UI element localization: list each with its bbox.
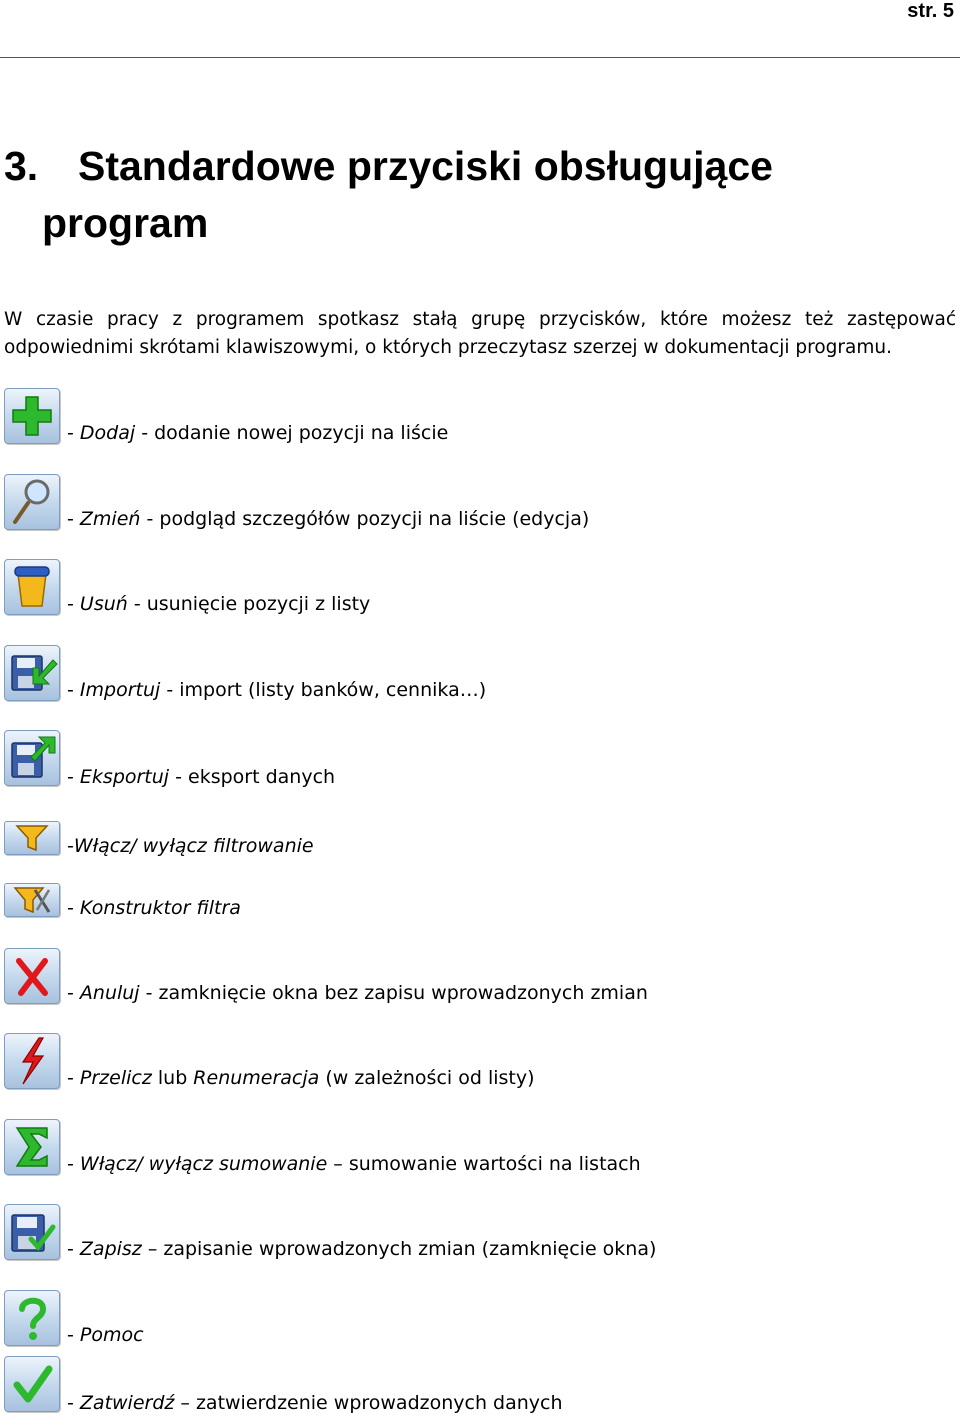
entry-text: -Włącz/ wyłącz filtrowanie <box>67 835 314 857</box>
entry-text: - Usuń - usunięcie pozycji z listy <box>67 593 371 615</box>
check-mark-icon <box>5 1357 59 1411</box>
lightning-icon <box>5 1034 59 1088</box>
save-disk-icon <box>5 1205 59 1259</box>
entry-name: Dodaj <box>79 422 136 444</box>
entry-text: - Przelicz lub Renumeracja (w zależności od listy) <box>67 1067 535 1089</box>
export-disk-icon <box>5 731 59 785</box>
heading-line-1: Standardowe przyciski obsługujące <box>78 143 773 189</box>
save-button[interactable] <box>4 1204 60 1260</box>
entry-name: Usuń <box>79 593 128 615</box>
entry-name: Zapisz <box>79 1238 142 1260</box>
entry-name: Eksportuj <box>79 766 170 788</box>
recalculate-button[interactable] <box>4 1033 60 1089</box>
entry-name: Zmień <box>79 508 141 530</box>
entry-name: Zatwierdź <box>79 1392 175 1414</box>
filter-toggle-button[interactable] <box>4 821 60 855</box>
import-button[interactable] <box>4 645 60 701</box>
sum-toggle-button[interactable] <box>4 1119 60 1175</box>
confirm-button[interactable] <box>4 1356 60 1412</box>
entry-name: Włącz/ wyłącz filtrowanie <box>73 835 314 857</box>
entry-text: - Zmień - podgląd szczegółów pozycji na liście (edycja) <box>67 508 590 530</box>
entry-name: Anuluj <box>79 982 140 1004</box>
sigma-icon <box>5 1120 59 1174</box>
entry-name: Konstruktor filtra <box>79 897 241 919</box>
entry-text: - Eksportuj - eksport danych <box>67 766 336 788</box>
cancel-button[interactable] <box>4 948 60 1004</box>
section-number: 3. <box>4 143 39 189</box>
entry-text: - Zatwierdź – zatwierdzenie wprowadzonych danych <box>67 1392 563 1414</box>
page-number: str. 5 <box>907 0 954 22</box>
entry-name: Przelicz <box>79 1067 152 1089</box>
filter-builder-button[interactable] <box>4 883 60 917</box>
entry-name: Włącz/ wyłącz sumowanie <box>79 1153 328 1175</box>
magnifier-icon <box>5 475 59 529</box>
help-button[interactable] <box>4 1290 60 1346</box>
funnel-icon <box>5 822 59 854</box>
import-disk-icon <box>5 646 59 700</box>
red-x-icon <box>5 949 59 1003</box>
entry-name: Importuj <box>79 679 161 701</box>
entry-text: - Konstruktor filtra <box>67 897 241 919</box>
entry-name-2: Renumeracja <box>193 1067 320 1089</box>
funnel-tools-icon <box>5 884 59 916</box>
entry-text: - Importuj - import (listy banków, cennika…) <box>67 679 487 701</box>
edit-button[interactable] <box>4 474 60 530</box>
trash-bin-icon <box>5 560 59 614</box>
question-mark-icon <box>5 1291 59 1345</box>
entry-text: - Pomoc <box>67 1324 144 1346</box>
entry-text: - Dodaj - dodanie nowej pozycji na liście <box>67 422 449 444</box>
plus-icon <box>5 389 59 443</box>
entry-text: - Zapisz – zapisanie wprowadzonych zmian (zamknięcie okna) <box>67 1238 657 1260</box>
entry-text: - Anuluj - zamknięcie okna bez zapisu wprowadzonych zmian <box>67 982 648 1004</box>
delete-button[interactable] <box>4 559 60 615</box>
heading-line-2: program <box>42 200 209 246</box>
entry-text: - Włącz/ wyłącz sumowanie – sumowanie wartości na listach <box>67 1153 641 1175</box>
export-button[interactable] <box>4 730 60 786</box>
add-button[interactable] <box>4 388 60 444</box>
header-rule <box>0 57 960 58</box>
intro-paragraph: W czasie pracy z programem spotkasz stałą grupę przycisków, które możesz też zastępować odpowiednimi skrótami klawiszowymi, o których przeczytasz szerzej w dokumentacji programu. <box>4 309 956 358</box>
entry-name: Pomoc <box>79 1324 144 1346</box>
section-heading <box>4 138 773 252</box>
